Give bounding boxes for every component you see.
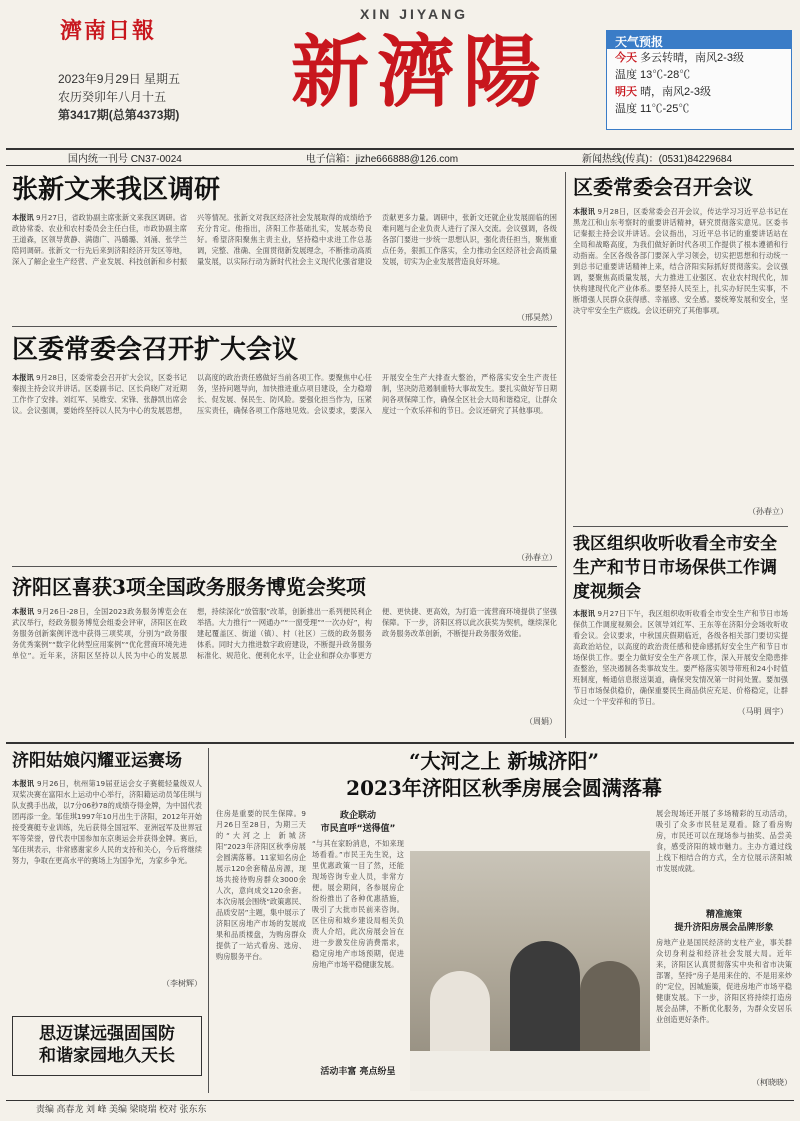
masthead-title: 新濟陽: [290, 27, 549, 118]
subhead-policy: 政企联动: [339, 811, 376, 821]
article-byline: （邢昊然）: [517, 313, 557, 322]
article-byline: （孙春立）: [748, 507, 788, 516]
article-text: 9月26日-28日，全国2023政务服务博览会在武汉举行，经政务服务博览会组委会评审，济阳区在政务服务创新案例评选中获得三项奖项，分别为“政务服务优秀案例”“数字化转型应用案例”“优化营商环境先进单位”。近年来，济阳区坚持以人民为中心的发展思想，持续深化“放管服”改革，创新推出一系列便民利企举措。大力推行“一网通办”“一窗受理”“一次办好”，构建起覆盖区、街道（镇）、村（社区）三级的政务服务体系。同时大力推进数字政府建设，不断提升政务服务标准化、规范化、便利化水平，让企业和群众办事更方便、更快捷、更高效，为打造一流营商环境提供了坚强保障。下一步，济阳区将以此次获奖为契机，继续深化政务服务改革创新，不断提升政务服务效能。: [12, 607, 557, 660]
housing-col-left: [216, 808, 306, 1093]
article-safety-video: [573, 532, 788, 737]
weather-header: 天气预报: [607, 31, 791, 49]
article-headline: 区委常委会召开会议: [573, 175, 753, 199]
article-standing-meeting: [573, 172, 788, 522]
article-text: “与其在家盼消息，不如来现场看看。”市民王先生说，这里优惠政策一目了然，还能现场咨询专业人员，非常方便。展会期间，各参展房企纷纷推出了各种优惠措施，吸引了大批市民前来咨询。区住房和城乡建设局相关负责人介绍，此次房展会旨在进一步激发住房消费需求，稳定房地产市场预期，促进房地产市场平稳健康发展。: [312, 839, 404, 969]
article-body: [216, 808, 306, 1093]
masthead-pinyin: XIN JIYANG: [360, 6, 469, 22]
article-text: 房地产业是国民经济的支柱产业，事关群众切身利益和经济社会发展大局。近年来，济阳区认真贯彻落实中央和省市决策部署，坚持“房子是用来住的、不是用来炒的”定位，因城施策，促进房地产市场平稳健康发展。下一步，济阳区将持续打造房展会品牌，不断优化服务，为群众安居乐业创造更好条件。: [656, 938, 792, 1024]
lunar-date: 农历癸卯年八月十五: [58, 90, 167, 104]
article-lead: 本报讯: [573, 609, 596, 618]
article-text: 住房是重要的民生保障。9月26日至28日，为期三天的“大河之上 新城济阳”2023年济阳区秋季房展会圆满落幕。11家知名房企展示120余套精品房源，现场共接待购房群众3000余人次，意向成交120余套。本次房展会围绕“政策惠民、品质安居”主题，集中展示了济阳区房地产市场的发展成果和品质楼盘，为购房群众提供了一站式看房、选房、购房服务平台。: [216, 809, 306, 961]
article-byline: （马明 周宇）: [737, 707, 788, 716]
contact-email: 电子信箱：jizhe666888@126.com: [305, 154, 459, 165]
expo-photo: [410, 851, 650, 1091]
weather-box: [606, 30, 792, 130]
brand-logo-small: 濟南日報: [60, 18, 157, 44]
article-byline: （李树辉）: [162, 979, 202, 988]
subhead-citizens: 市民直呼“送得值”: [320, 824, 396, 834]
article-byline: （周娟）: [525, 717, 557, 726]
page-footer: 责编 高春龙 刘 峰 美编 梁晓瑞 校对 张东东: [6, 1100, 794, 1116]
subhead-brand: 提升济阳房展会品牌形象: [674, 923, 774, 933]
promo-line-2: 和谐家园地久天长: [39, 1046, 175, 1066]
article-body: [312, 838, 404, 1058]
article-byline: （孙春立）: [517, 553, 557, 562]
subhead-precise: 精准施策: [705, 910, 742, 920]
info-bar: [6, 148, 794, 166]
article-body-bottom: [656, 937, 792, 1077]
promo-line-1: 思迈谋远强固国防: [39, 1024, 175, 1044]
weather-tomorrow-desc: 晴，南风2-3级: [640, 86, 711, 98]
article-text: 9月27日下午，我区组织收听收看全市安全生产和节日市场保供工作调度视频会。区领导刘红军、王东等在济阳分会场收听收看会议。会议要求，中秋国庆假期临近，各级各相关部门要切实提高政治站位，以高度的政治责任感和使命感抓好安全生产和节日市场保供工作。要全力做好安全生产各项工作，深入开展安全隐患排查整治，坚决遏制各类事故发生。要严格落实领导带班和24小时值班制度，畅通信息报送渠道，确保突发情况第一时间处置。要加强节日市场保供稳价，确保重要民生商品供应充足、价格稳定，让群众过一个平安祥和的节日。: [573, 609, 788, 706]
article-service-expo: [12, 572, 557, 732]
article-lead: 本报讯: [573, 207, 596, 216]
article-body: [12, 372, 557, 552]
article-headline: 我区组织收听收看全市安全生产和节日市场保供工作调度视频会: [573, 534, 777, 602]
serial-number: 国内统一刊号 CN37-0024: [67, 154, 182, 165]
article-text: 9月26日，杭州第19届亚运会女子赛艇轻量级双人双桨决赛在富阳水上运动中心举行，济阳籍运动员邹佳琪与队友携手出战，以7分06秒78的成绩夺得金牌，为中国代表团再添一金。邹佳琪1997年10月出生于济阳，2012年开始接受赛艇专业训练，先后获得全国冠军、亚洲冠军及世界冠军等荣誉，曾代表中国参加东京奥运会并获得金牌。赛后，邹佳琪表示，非常感谢家乡人民的支持和关心，今后将继续努力，争取在更高水平的赛场上为国争光，为家乡争光。: [12, 779, 202, 865]
article-lead: 本报讯: [12, 213, 34, 222]
weather-tomorrow-label: 明天: [615, 86, 637, 98]
masthead: [0, 0, 800, 148]
weather-today-desc: 多云转晴，南风2-3级: [640, 52, 744, 64]
weather-today-temp: 温度 13℃-28℃: [615, 69, 691, 81]
article-headline-line-1: “大河之上 新城济阳”: [409, 749, 599, 773]
subhead-activities: 活动丰富 亮点纷呈: [320, 1067, 396, 1077]
article-zhang-xinwen: [12, 172, 557, 322]
article-text: 展会现场还开展了多场精彩的互动活动，吸引了众多市民驻足观看。除了看房购房，市民还可以在现场参与抽奖、品尝美食，感受济阳的城市魅力。主办方通过线上线下相结合的方式，全方位展示济阳城市发展成就。: [656, 809, 792, 873]
article-text: 9月27日，省政协副主席张新文来我区调研。省政协常委、农业和农村委员会主任白佳，市政协副主席王道森，区领导黄静、满德广、冯璐璐、刘涌、张学兰陪同调研。张新文一行先后来到济阳经济开发区等地，深入了解企业生产经营、产业发展、科技创新和乡村振兴等情况。张新文对我区经济社会发展取得的成绩给予充分肯定。他指出，济阳工作基础扎实，发展态势良好。希望济阳聚焦主责主业，坚持稳中求进工作总基调，完整、准确、全面贯彻新发展理念，不断推动高质量发展，以实际行动为新时代社会主义现代化强省建设贡献更多力量。调研中，张新文还就企业发展面临的困难问题与企业负责人进行了深入交流。会议强调，各级各部门要进一步统一思想认识，强化责任担当，聚焦重点任务，狠抓工作落实，全力推动全区经济社会高质量发展，切实为企业发展营造良好环境。: [12, 213, 557, 266]
article-body: [573, 608, 788, 706]
article-body: [12, 606, 557, 716]
article-lead: 本报讯: [12, 779, 35, 788]
article-headline: 济阳区喜获3项全国政务服务博览会奖项: [12, 575, 366, 599]
article-asian-games: [12, 748, 202, 1008]
publish-date: 2023年9月29日 星期五: [58, 72, 181, 86]
weather-tomorrow: [607, 83, 791, 100]
article-headline: 济阳姑娘闪耀亚运赛场: [12, 751, 182, 771]
weather-tomorrow-temp: 温度 11℃-25℃: [615, 103, 690, 115]
weather-today-label: 今天: [615, 52, 637, 64]
article-headline-line-2: 2023年济阳区秋季房展会圆满落幕: [346, 776, 662, 800]
article-headline: 区委常委会召开扩大会议: [12, 335, 299, 365]
article-body-top: [656, 808, 792, 903]
promo-slogan-box: [12, 1016, 202, 1076]
article-body: [573, 206, 788, 506]
article-byline: （柯晓晓）: [752, 1078, 792, 1087]
dateline: [58, 70, 180, 124]
article-enlarged-meeting: [12, 332, 557, 562]
issue-number: 第3417期(总第4373期): [58, 108, 180, 122]
weather-today: [607, 49, 791, 66]
article-text: 9月28日，区委常委会召开会议，传达学习习近平总书记在黑龙江和山东考察时的重要讲话精神，研究贯彻落实意见。区委书记秦振主持会议并讲话。会议指出，习近平总书记的重要讲话站在全局和战略高度，为我们做好新时代各项工作提供了根本遵循和行动指南。全区各级各部门要深入学习领会，切实把思想和行动统一到总书记重要讲话精神上来，结合济阳实际抓好贯彻落实。会议强调，要聚焦高质量发展，大力推进工业强区、农业农村现代化，加快构建现代化产业体系。要坚持人民至上，扎实办好民生实事，不断增强人民群众获得感、幸福感、安全感。要统筹发展和安全，坚决守牢安全生产底线。会议还研究了其他事项。: [573, 207, 788, 315]
news-hotline: 新闻热线(传真)：(0531)84229684: [581, 154, 733, 165]
article-lead: 本报讯: [12, 607, 35, 616]
article-headline: 张新文来我区调研: [12, 175, 221, 205]
article-body: [12, 778, 202, 978]
housing-col-mid: [312, 808, 404, 1093]
article-lead: 本报讯: [12, 373, 34, 382]
article-text: 9月28日，区委常委会召开扩大会议，区委书记秦振主持会议并讲话。区委副书记、区长尚晓广对近期工作作了安排。刘红军、吴维安、宋锋、张静凯出席会议。会议强调，要始终坚持以人民为中心的发展思想，以高度的政治责任感做好当前各项工作。要聚焦中心任务，坚持问题导向，加快推进重点项目建设，全力稳增长、促发展、保民生、防风险。要强化担当作为，压紧压实责任，确保各项工作落地见效。会议要求，要深入开展安全生产大排查大整治，严格落实安全生产责任制，坚决防范遏制重特大事故发生。要扎实做好节日期间各项保障工作，确保全区社会大局和谐稳定，让群众度过一个欢乐祥和的节日。会议还研究了其他事项。: [12, 373, 557, 415]
article-body: [12, 212, 557, 312]
housing-col-far: [656, 808, 792, 1093]
